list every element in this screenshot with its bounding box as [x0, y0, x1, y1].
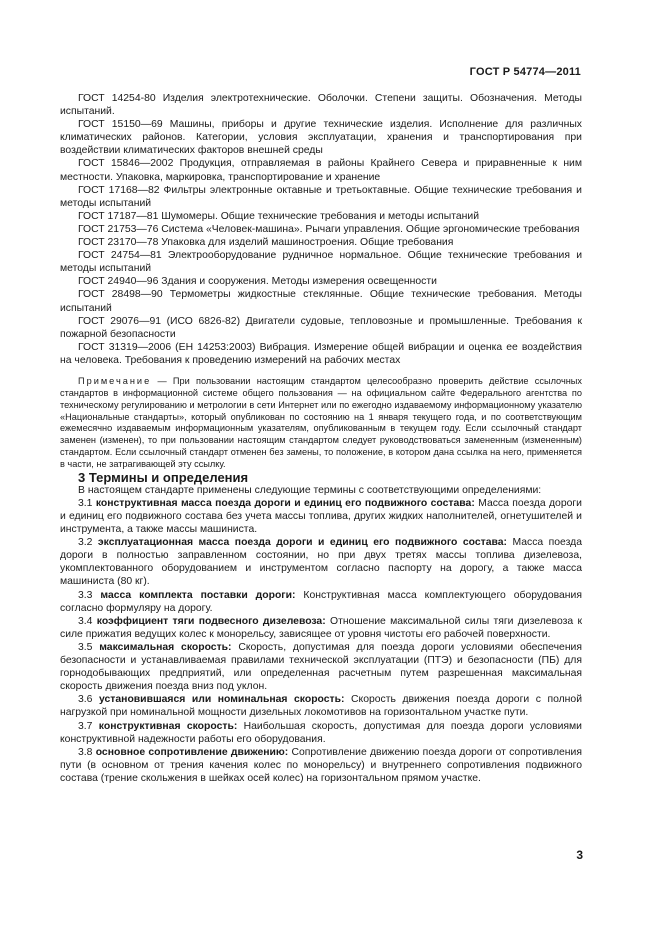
page-number: 3 — [576, 848, 583, 862]
reference-item: ГОСТ 17187—81 Шумомеры. Общие технические требования и методы испытаний — [78, 210, 480, 222]
term-text: Отношение максимальной силы тяги дизелевоза к силе прижатия ведущих колес к монорельсу, зависящее от уровня чистоты его рабочей поверхности. — [60, 615, 583, 640]
term-name: коэффициент тяги подвесного дизелевоза: — [96, 615, 326, 627]
reference-item: ГОСТ 15150—69 Машины, приборы и другие технические изделия. Исполнение для различных климатических районов. Категории, условия эксплуатации, хранения и транспортирования при воздействии климатических факторов внешней среды — [60, 119, 582, 157]
term-number: 3.4 — [78, 615, 97, 627]
term-name: установившаяся или номинальная скорость: — [99, 694, 345, 706]
note-block — [60, 376, 582, 471]
reference-item: ГОСТ 23170—78 Упаковка для изделий машиностроения. Общие требования — [78, 237, 454, 249]
term-name: эксплуатационная масса поезда дороги и единиц его подвижного состава: — [97, 537, 507, 549]
reference-item: ГОСТ 17168—82 Фильтры электронные октавные и третьоктавные. Общие технические требования и методы испытаний — [60, 184, 582, 209]
term-definition — [60, 615, 582, 641]
note-paragraph — [60, 376, 582, 471]
term-text: Сопротивление движению поезда дороги от сопротивления пути (в основном от трения качения колес по монорельсу) и внутреннего сопротивления подвижного состава (трение скольжения в шейках осей колес) на горизонтальном прямом участке. — [60, 746, 582, 784]
term-definition — [60, 536, 582, 588]
terms-list — [60, 497, 582, 785]
term-name: масса комплекта поставки дороги: — [100, 589, 296, 601]
reference-item: ГОСТ 28498—90 Термометры жидкостные стеклянные. Общие технические требования. Методы испытаний — [60, 289, 582, 314]
reference-item: ГОСТ 24754—81 Электрооборудование рудничное нормальное. Общие технические требования и методы испытаний — [60, 250, 582, 275]
term-text: Конструктивная масса комплектующего оборудования согласно формуляру на дорогу. — [60, 589, 582, 614]
term-name: основное сопротивление движению: — [95, 746, 289, 758]
reference-item: ГОСТ 14254-80 Изделия электротехнические. Оболочки. Степени защиты. Обозначения. Методы испытаний. — [60, 93, 582, 118]
document-id-header: ГОСТ Р 54774—2011 — [469, 66, 581, 78]
section-title: 3 Термины и определения — [78, 469, 249, 485]
reference-item: ГОСТ 31319—2006 (ЕН 14253:2003) Вибрация. Измерение общей вибрации и оценка ее воздействия на человека. Требования к проведению измерений на рабочих местах — [60, 341, 582, 366]
term-number: 3.1 — [78, 497, 96, 509]
term-number: 3.2 — [78, 537, 98, 549]
term-definition — [60, 746, 582, 785]
term-number: 3.3 — [78, 589, 101, 601]
term-definition — [60, 641, 582, 693]
term-number: 3.6 — [78, 694, 99, 706]
reference-item: ГОСТ 15846—2002 Продукция, отправляемая в районы Крайнего Севера и приравненные к ним местности. Упаковка, маркировка, транспортирование и хранение — [60, 158, 582, 183]
reference-item: ГОСТ 21753—76 Система «Человек-машина». Рычаги управления. Общие эргономические требования — [78, 223, 580, 235]
term-number: 3.5 — [78, 641, 100, 653]
term-name: конструктивная масса поезда дороги и единиц его подвижного состава: — [95, 497, 475, 509]
term-name: конструктивная скорость: — [98, 720, 238, 732]
term-number: 3.7 — [78, 720, 99, 732]
normative-references-list — [60, 92, 582, 367]
page-content — [60, 92, 582, 785]
term-definition — [60, 589, 582, 615]
term-definition — [60, 720, 582, 746]
reference-item: ГОСТ 29076—91 (ИСО 6826-82) Двигатели судовые, тепловозные и промышленные. Требования к пожарной безопасности — [60, 315, 582, 340]
term-text: Скорость, допустимая для поезда дороги условиями обеспечения безопасности и устанавливаемая правилами технической эксплуатации (ПТЭ) и безопасности (ПБ) для горнодобывающих предприятий, или определенная расчетным путем разрешенная максимальная скорость движения поезда вниз под уклон. — [60, 641, 582, 693]
term-text: Скорость движения поезда дороги с полной нагрузкой при номинальной мощности дизельных локомотивов на горизонтальном участке пути. — [60, 694, 583, 719]
term-definition — [60, 497, 582, 536]
term-text: Масса поезда дороги и единиц его подвижного состава без учета массы топлива, других жидких наполнителей, огнетушителей и инструмента, а также массы машиниста. — [60, 497, 582, 536]
section-intro: В настоящем стандарте применены следующие термины с соответствующими определениями: — [78, 484, 542, 496]
note-label: Примечание — [78, 375, 152, 386]
reference-item: ГОСТ 24940—96 Здания и сооружения. Методы измерения освещенности — [78, 276, 437, 288]
note-text: — При пользовании настоящим стандартом целесообразно проверить действие ссылочных стандартов в информационной системе общего пользования — на официальном сайте Федерального агентства по техническому регулированию и метрологии в сети Интернет или по ежегодно издаваемому информационному указателю «Национальные стандарты», который опубликован по состоянию на 1 января текущего года, и по соответствующим ежемесячно издаваемым информационным указателям, опубликованным в текущем году. Если ссылочный стандарт заменен (изменен), то при пользовании настоящим стандартом следует руководствоваться замененным (измененным) стандартом. Если ссылочный стандарт отменен без замены, то положение, в котором дана ссылка на него, применяется в части, не затрагивающей эту ссылку. — [60, 375, 582, 469]
term-number: 3.8 — [78, 746, 96, 758]
term-definition — [60, 693, 582, 719]
term-name: максимальная скорость: — [99, 641, 232, 653]
term-text: Наибольшая скорость, допустимая для поезда дороги условиями конструктивной надежности работы его оборудования. — [60, 720, 582, 745]
term-text: Масса поезда дороги в полностью заправленном состоянии, но при двух третях массы топлива дизелевоза, укомплектованного оборудованием и инструментом согласно паспорту на дорогу, а также масса машиниста (80 кг). — [60, 537, 582, 588]
